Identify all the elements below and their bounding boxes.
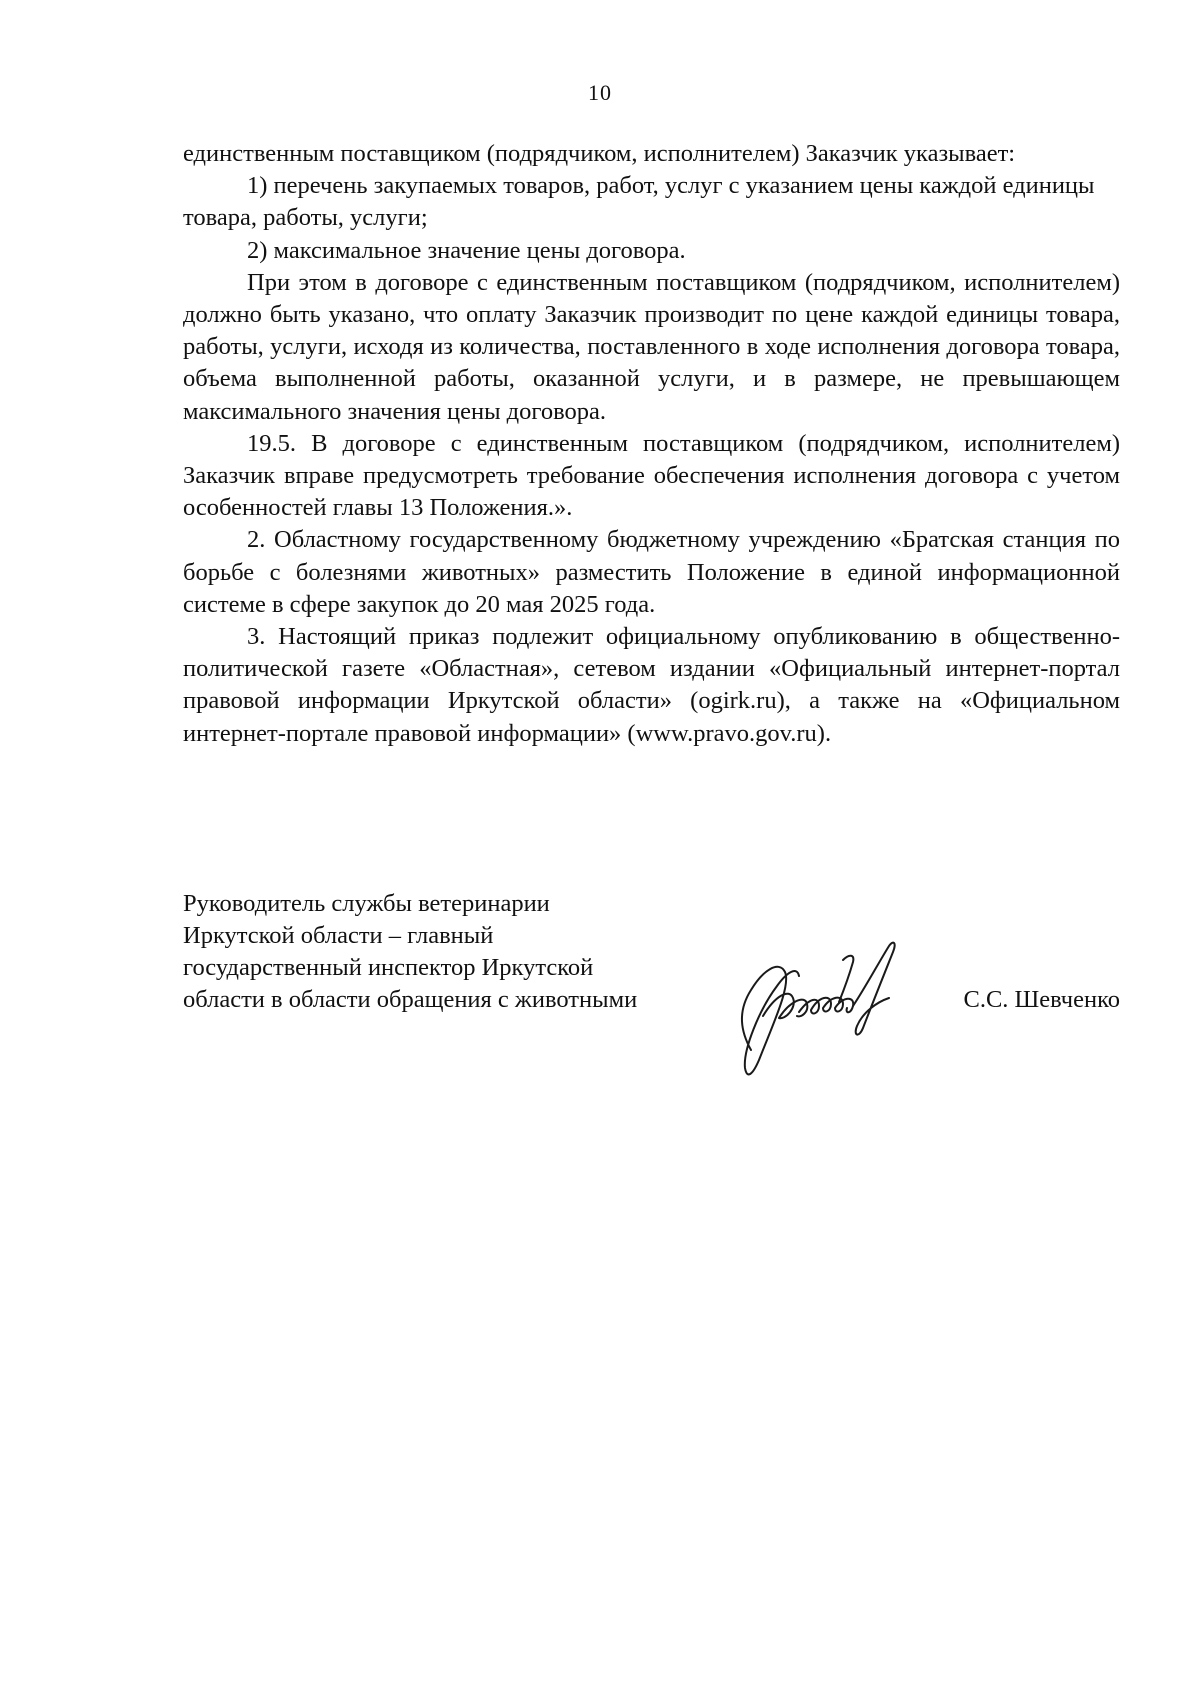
signer-title-line-2: Иркутской области – главный xyxy=(183,922,494,949)
signer-name: С.С. Шевченко xyxy=(963,986,1120,1013)
list-item-2: 2) максимальное значение цены договора. xyxy=(247,236,686,264)
signer-title-line-3: государственный инспектор Иркутской xyxy=(183,954,594,981)
page-number: 10 xyxy=(588,80,612,105)
handwritten-signature xyxy=(693,932,913,1082)
list-item-1: 1) перечень закупаемых товаров, работ, услуг с указанием цены каждой единицы товара, работы, услуги; xyxy=(183,172,1095,232)
paragraph-19-5: 19.5. В договоре с единственным поставщиком (подрядчиком, исполнителем) Заказчик вправе предусмотреть требование обеспечения исполнения договора с учетом особенностей главы 13 Положения.». xyxy=(183,429,1120,522)
signature-block xyxy=(183,888,1120,1016)
paragraph-item-2: 2. Областному государственному бюджетному учреждению «Братская станция по борьбе с болезнями животных» разместить Положение в единой информационной системе в сфере закупок до 20 мая 2025 года. xyxy=(183,526,1120,618)
paragraph-payment-terms: При этом в договоре с единственным поставщиком (подрядчиком, исполнителем) должно быть указано, что оплату Заказчик производит по цене каждой единицы товара, работы, услуги, исходя из количества, поставленного в ходе исполнения договора товара, объема выполненной работы, оказанной услуги, и в размере, не превышающем максимального значения цены договора. xyxy=(183,268,1120,425)
paragraph-continuation: единственным поставщиком (подрядчиком, исполнителем) Заказчик указывает: xyxy=(183,140,1016,167)
paragraph-item-3: 3. Настоящий приказ подлежит официальному опубликованию в общественно-политической газете «Областная», сетевом издании «Официальный интернет-портал правовой информации Иркутской области» (ogirk.ru), а также на «Официальном интернет-портале правовой информации» (www.pravo.gov.ru). xyxy=(183,623,1120,747)
signer-title-line-4: области в области обращения с животными xyxy=(183,986,638,1013)
signer-title-line-1: Руководитель службы ветеринарии xyxy=(183,890,550,917)
document-body xyxy=(183,138,1120,750)
